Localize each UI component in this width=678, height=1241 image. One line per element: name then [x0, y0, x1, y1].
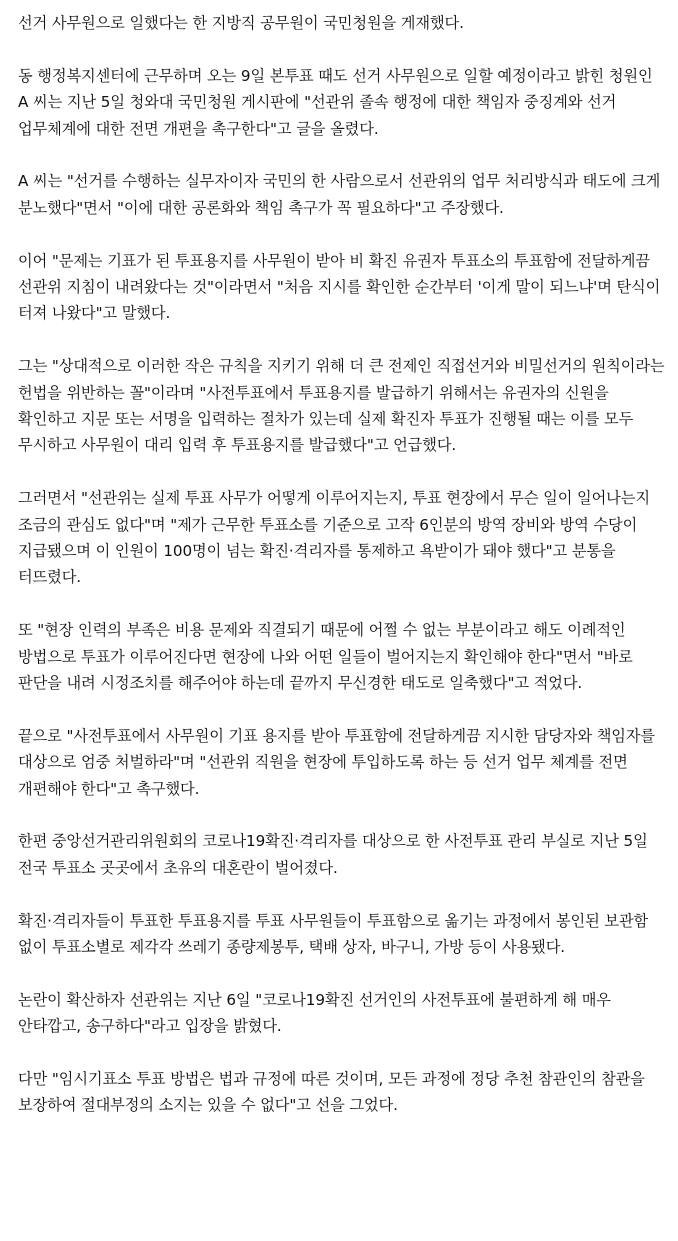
article-paragraph: 한편 중앙선거관리위원회의 코로나19확진·격리자를 대상으로 한 사전투표 관리 부실로 지난 5일 전국 투표소 곳곳에서 초유의 대혼란이 벌어졌다.: [18, 832, 648, 877]
article-paragraph: 논란이 확산하자 선관위는 지난 6일 "코로나19확진 선거인의 사전투표에 불편하게 해 매우 안타깝고, 송구하다"라고 입장을 밝혔다.: [18, 990, 611, 1036]
article-paragraph: 선거 사무원으로 일했다는 한 지방직 공무원이 국민청원을 게재했다.: [18, 14, 464, 32]
article-paragraph: 이어 "문제는 기표가 된 투표용지를 사무원이 받아 비 확진 유권자 투표소의 투표함에 전달하게끔 선관위 지침이 내려왔다는 것"이라면서 "처음 지시를 확인한 순간부터 '이게 말이 되느냐'며 탄식이 터져 나왔다"고 말했다.: [18, 251, 661, 323]
article-paragraph: 그는 "상대적으로 이러한 작은 규칙을 지키기 위해 더 큰 전제인 직접선거와 비밀선거의 원칙이라는 헌법을 위반하는 꼴"이라며 "사전투표에서 투표용지를 발급하기 위해서는 유권자의 신원을 확인하고 지문 또는 서명을 입력하는 절차가 있는데 실제 확진자 투표가 진행될 때는 이를 모두 무시하고 사무원이 대리 입력 후 투표용지를 발급했다"고 언급했다.: [18, 357, 665, 455]
article-paragraph: A 씨는 "선거를 수행하는 실무자이자 국민의 한 사람으로서 선관위의 업무 처리방식과 태도에 크게 분노했다"면서 "이에 대한 공론화와 책임 촉구가 꼭 필요하다"고 주장했다.: [18, 172, 661, 217]
article-paragraph: 확진·격리자들이 투표한 투표용지를 투표 사무원들이 투표함으로 옮기는 과정에서 봉인된 보관함 없이 투표소별로 제각각 쓰레기 종량제봉투, 택배 상자, 바구니, 가방 등이 사용됐다.: [18, 911, 649, 957]
article-paragraph: 또 "현장 인력의 부족은 비용 문제와 직결되기 때문에 어쩔 수 없는 부분이라고 해도 이례적인 방법으로 투표가 이루어진다면 현장에 나와 어떤 일들이 벌어지는지 확인해야 한다"면서 "바로 판단을 내려 시정조치를 해주어야 하는데 끝까지 무신경한 태도로 일축했다"고 적었다.: [18, 621, 633, 693]
article-paragraph: 다만 "임시기표소 투표 방법은 법과 규정에 따른 것이며, 모든 과정에 정당 추천 참관인의 참관을 보장하여 절대부정의 소지는 있을 수 없다"고 선을 그었다.: [18, 1070, 645, 1115]
article-paragraph: 끝으로 "사전투표에서 사무원이 기표 용지를 받아 투표함에 전달하게끔 지시한 담당자와 책임자를 대상으로 엄중 처벌하라"며 "선관위 직원을 현장에 투입하도록 하는 등 선거 업무 체계를 전면 개편해야 한다"고 촉구했다.: [18, 726, 656, 798]
article-paragraph: 동 행정복지센터에 근무하며 오는 9일 본투표 때도 선거 사무원으로 일할 예정이라고 밝힌 청원인 A 씨는 지난 5일 청와대 국민청원 게시판에 "선관위 졸속 행정에 대한 책임자 중징계와 선거 업무체계에 대한 전면 개편을 촉구한다"고 글을 올렸다.: [18, 66, 653, 138]
article-paragraph: 그러면서 "선관위는 실제 투표 사무가 어떻게 이루어지는지, 투표 현장에서 무슨 일이 일어나는지 조금의 관심도 없다"며 "제가 근무한 투표소를 기준으로 고작 6인분의 방역 장비와 방역 수당이 지급됐으며 이 인원이 100명이 넘는 확진·격리자를 통제하고 욕받이가 돼야 했다"고 분통을 터뜨렸다.: [18, 489, 650, 587]
